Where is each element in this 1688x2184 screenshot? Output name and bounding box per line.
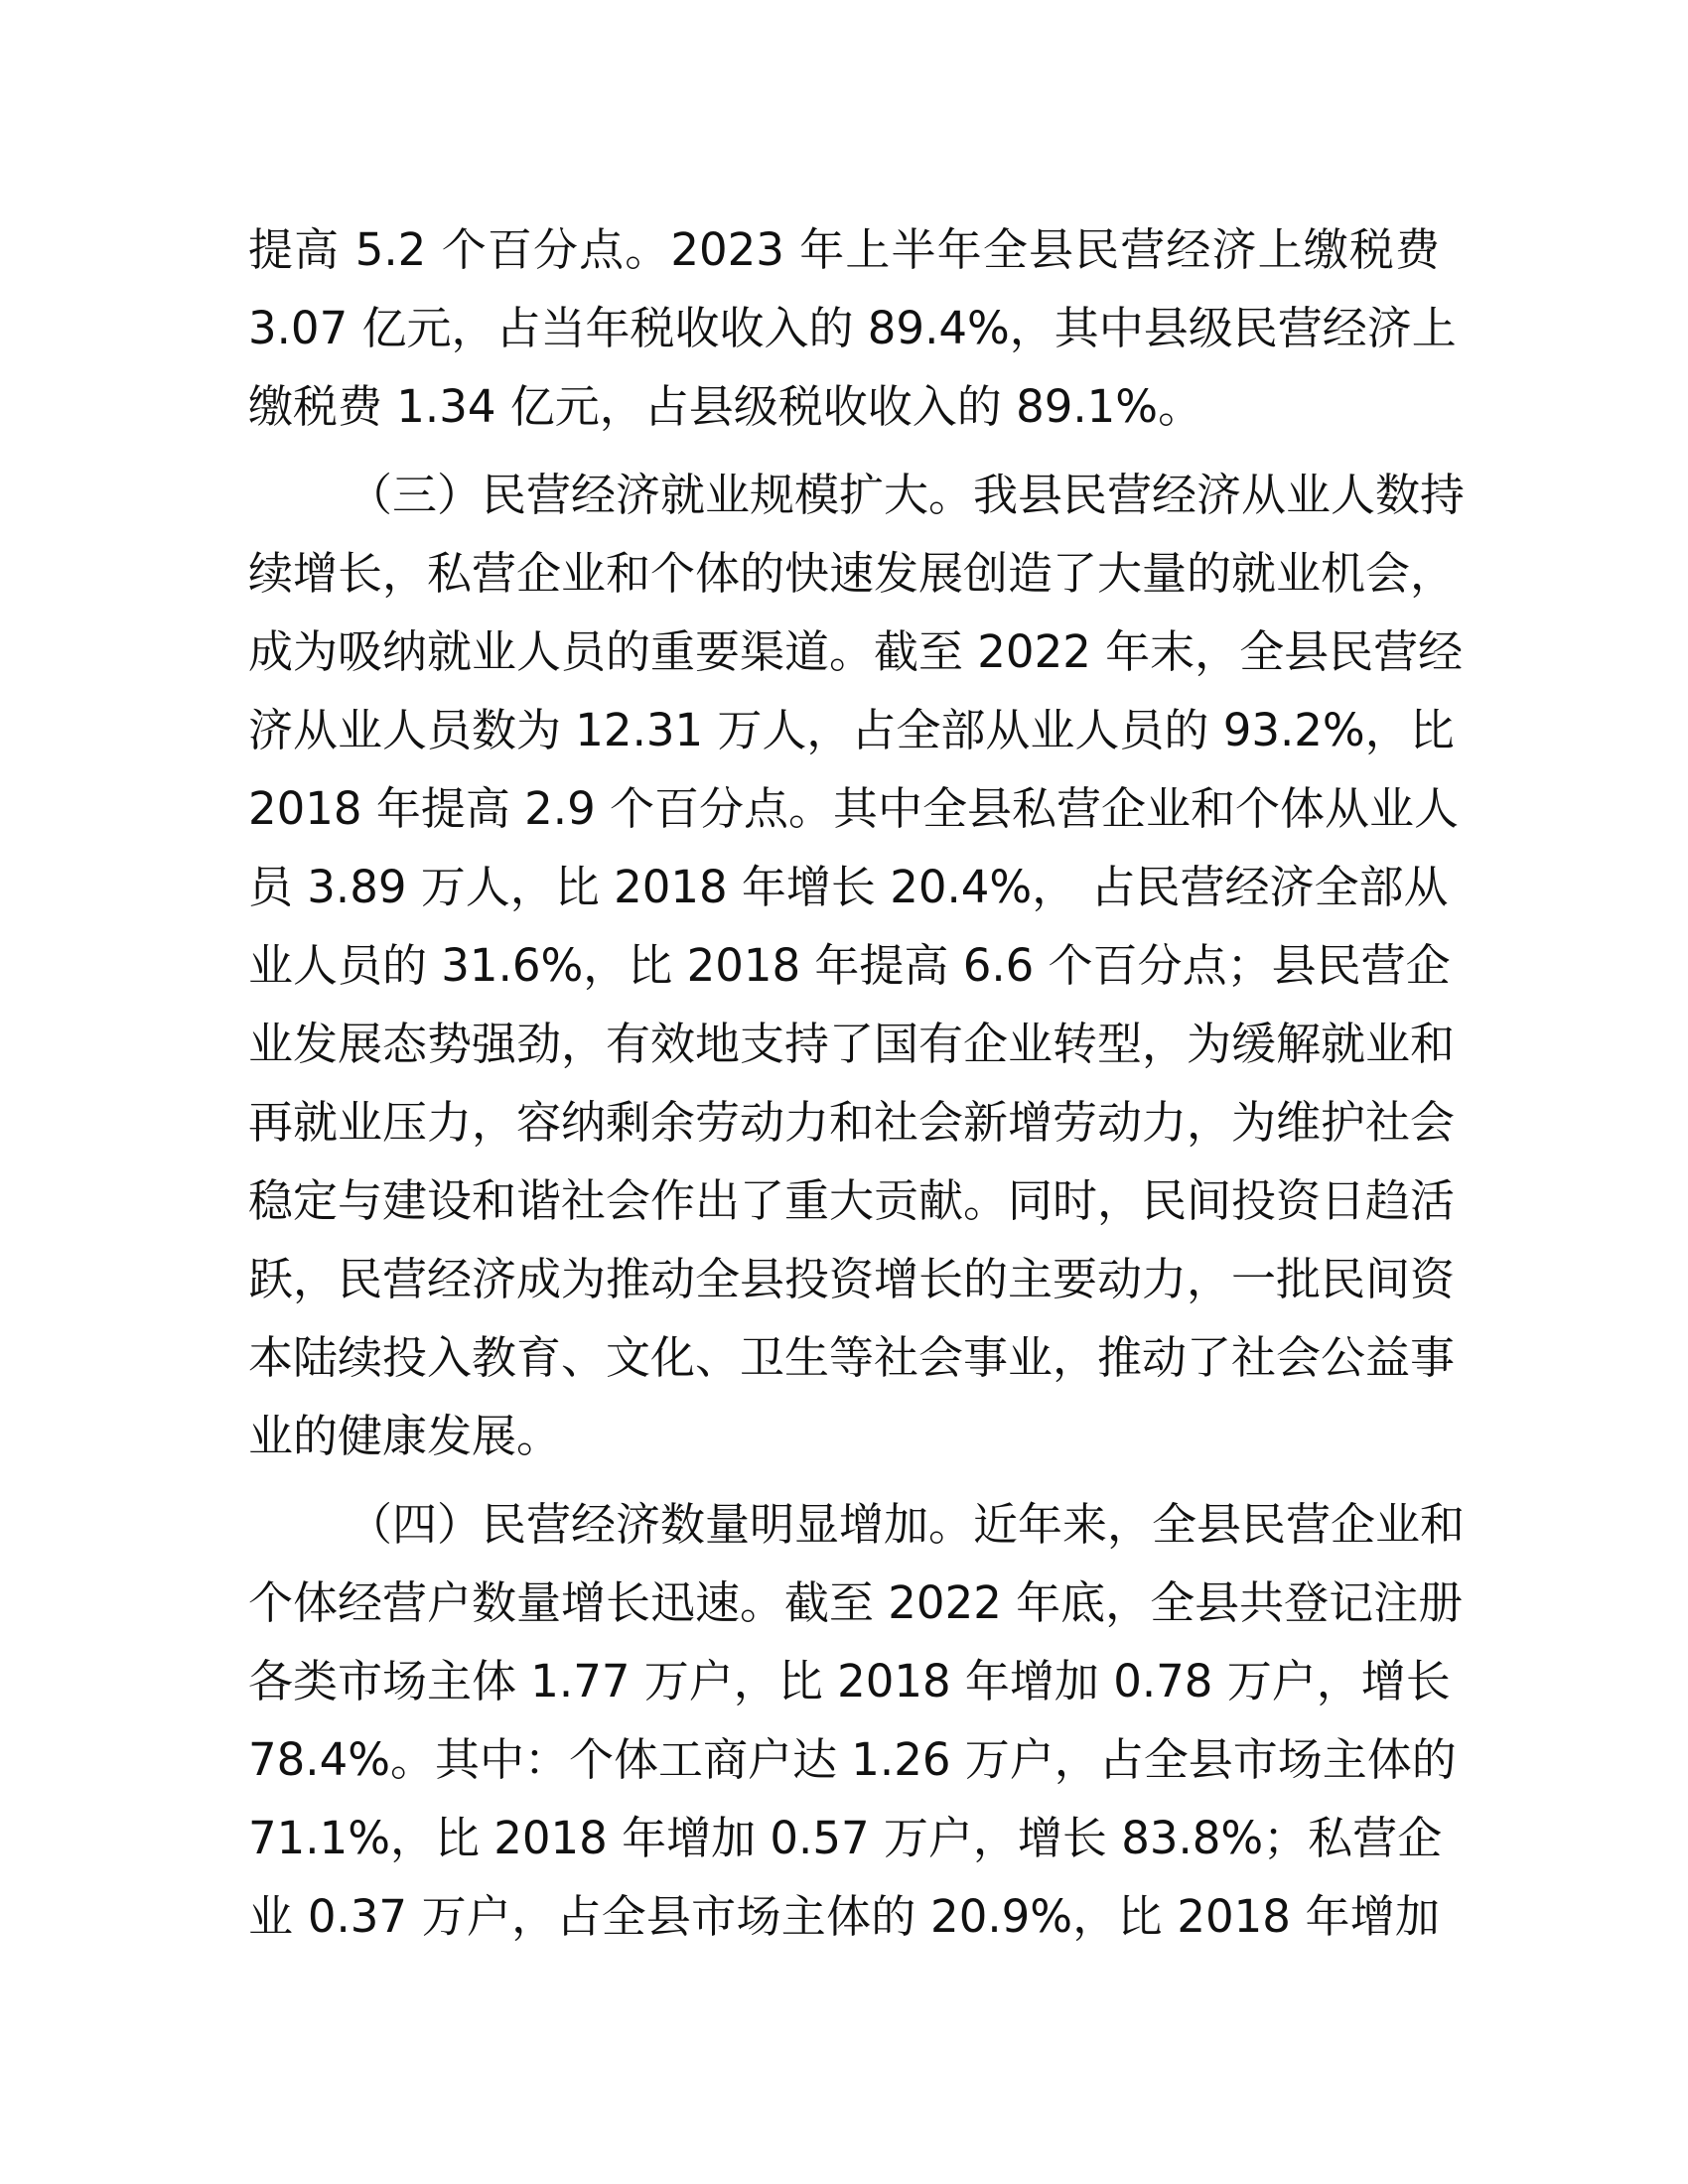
- text-line: 业发展态势强劲，有效地支持了国有企业转型，为缓解就业和: [248, 1018, 1456, 1070]
- section-heading-line: （三）民营经济就业规模扩大。我县民营经济从业人数持: [348, 469, 1466, 521]
- text-line: 稳定与建设和谐社会作出了重大贡献。同时，民间投资日趋活: [248, 1174, 1456, 1227]
- paragraph-spacer: [248, 446, 1440, 456]
- text-line: 3.07 亿元，占当年税收收入的 89.4%，其中县级民营经济上: [248, 302, 1457, 354]
- text-line: 个体经营户数量增长迅速。截至 2022 年底，全县共登记注册: [248, 1576, 1464, 1629]
- text-line: 本陆续投入教育、文化、卫生等社会事业，推动了社会公益事: [248, 1331, 1456, 1384]
- text-line: 71.1%，比 2018 年增加 0.57 万户，增长 83.8%；私营企: [248, 1812, 1443, 1864]
- text-line: 各类市场主体 1.77 万户，比 2018 年增加 0.78 万户，增长: [248, 1655, 1451, 1707]
- text-line: 2018 年提高 2.9 个百分点。其中全县私营企业和个体从业人: [248, 782, 1460, 835]
- text-line: 成为吸纳就业人员的重要渠道。截至 2022 年末，全县民营经: [248, 625, 1464, 678]
- text-line: 续增长，私营企业和个体的快速发展创造了大量的就业机会，: [248, 547, 1456, 600]
- paragraph-market-entities: [248, 1485, 1466, 1956]
- document-page: [248, 210, 1466, 1956]
- text-line: 78.4%。其中：个体工商户达 1.26 万户，占全县市场主体的: [248, 1733, 1457, 1786]
- text-line: 跃，民营经济成为推动全县投资增长的主要动力，一批民间资: [248, 1253, 1456, 1305]
- text-line: 业 0.37 万户，占全县市场主体的 20.9%，比 2018 年增加: [248, 1890, 1440, 1943]
- text-line: 缴税费 1.34 亿元，占县级税收收入的 89.1%。: [248, 380, 1203, 433]
- paragraph-employment: [248, 456, 1466, 1475]
- section-heading-line: （四）民营经济数量明显增加。近年来，全县民营企业和: [348, 1498, 1466, 1551]
- text-line: 员 3.89 万人，比 2018 年增长 20.4%， 占民营经济全部从: [248, 861, 1449, 913]
- text-line: 提高 5.2 个百分点。2023 年上半年全县民营经济上缴税费: [248, 223, 1440, 276]
- text-line: 业人员的 31.6%，比 2018 年提高 6.6 个百分点；县民营企: [248, 939, 1451, 992]
- paragraph-tax-contribution: [248, 210, 1457, 446]
- text-line: 业的健康发展。: [248, 1410, 562, 1462]
- text-line: 再就业压力，容纳剩余劳动力和社会新增劳动力，为维护社会: [248, 1096, 1456, 1149]
- text-line: 济从业人员数为 12.31 万人，占全部从业人员的 93.2%，比: [248, 704, 1455, 756]
- paragraph-spacer: [248, 1475, 1440, 1485]
